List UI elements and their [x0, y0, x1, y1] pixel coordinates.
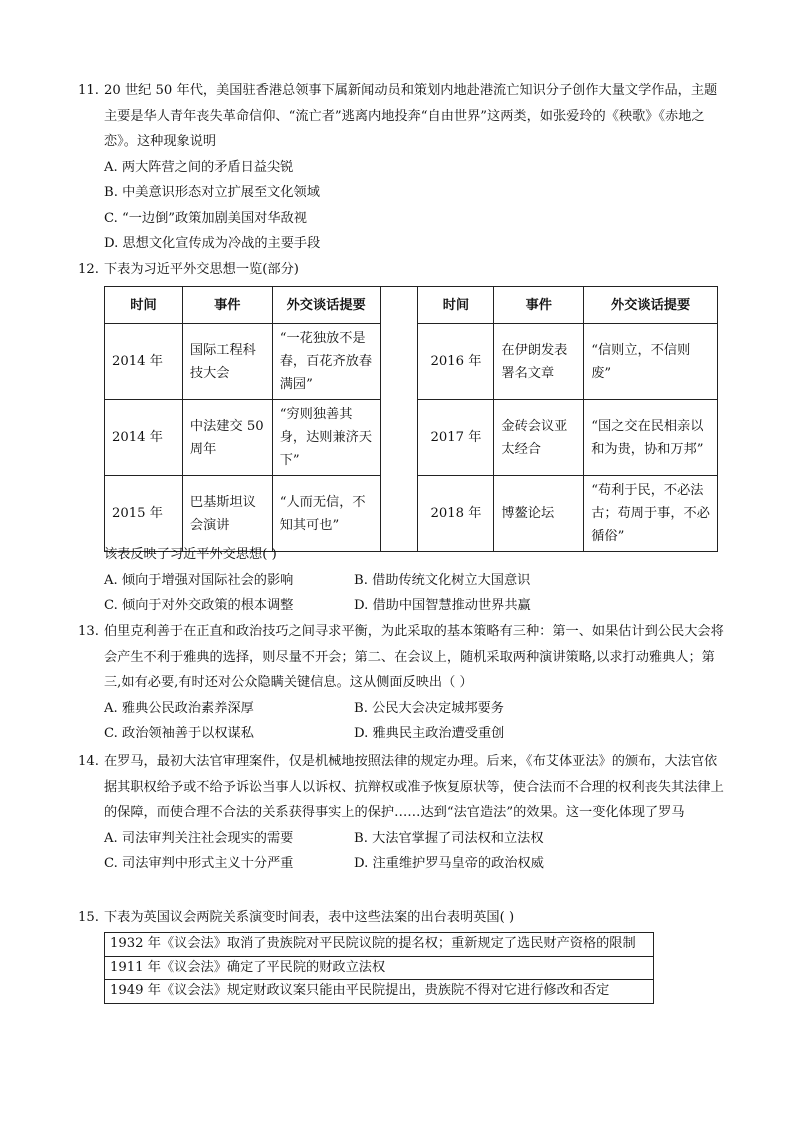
table-row: 1911 年《议会法》确定了平民院的财政立法权: [105, 956, 654, 980]
question-stem: 20 世纪 50 年代，美国驻香港总领事下属新闻动员和策划内地赴港流亡知识分子创作大量文学作品，主题主要是华人青年丧失革命信仰、“流亡者”逃离内地投奔“自由世界”这两类，如张爱玲的《秧歌》《赤地之恋》。这种现象说明: [104, 83, 718, 149]
table-cell: 2014 年: [105, 400, 183, 476]
question-12: [78, 257, 728, 283]
question-number: 13.: [78, 624, 99, 639]
options: [104, 155, 728, 257]
options: [104, 568, 728, 619]
option-c[interactable]: C. 倾向于对外交政策的根本调整: [104, 598, 294, 613]
table-cell: “信则立，不信则废”: [584, 324, 718, 400]
option-d[interactable]: D. 思想文化宣传成为冷战的主要手段: [104, 236, 321, 251]
options: [104, 826, 728, 877]
header-event: 事件: [494, 287, 584, 324]
question-number: 12.: [78, 262, 99, 277]
table-cell: “苟利于民，不必法古；苟周于事，不必循俗”: [584, 476, 718, 552]
question-stem: 在罗马，最初大法官审理案件，仅是机械地按照法律的规定办理。后来，《布艾体亚法》的颁布，大法官依据其职权给予或不给予诉讼当事人以诉权、抗辩权或准予恢复原状等，使合法而不合理的权利丧失其法律上的保障，而使合理不合法的关系获得事实上的保护……达到“法官造法”的效果。这一变化体现了罗马: [104, 754, 724, 820]
question-11: [78, 78, 728, 257]
question-number: 11.: [78, 83, 99, 98]
table-cell: 2015 年: [105, 476, 183, 552]
option-c[interactable]: C. “一边倒”政策加剧美国对华敌视: [104, 210, 307, 226]
table-cell: 2016 年: [418, 324, 494, 400]
question-stem: 下表为英国议会两院关系演变时间表，表中这些法案的出台表明英国( ): [104, 910, 515, 925]
question-number: 14.: [78, 754, 99, 769]
table-cell: 巴基斯坦议会演讲: [182, 476, 272, 552]
table-cell: 中法建交 50 周年: [182, 400, 272, 476]
table-cell: 金砖会议亚太经合: [494, 400, 584, 476]
table-cell: “人而无信，不知其可也”: [272, 476, 380, 552]
diplomacy-table: [104, 286, 718, 552]
options: [104, 696, 728, 747]
question-stem: 下表为习近平外交思想一览(部分): [104, 262, 299, 277]
table-cell: 2017 年: [418, 400, 494, 476]
question-12-options: [78, 542, 728, 619]
table-cell: “穷则独善其身，达则兼济天下”: [272, 400, 380, 476]
table-cell: 国际工程科技大会: [182, 324, 272, 400]
question-14: [78, 749, 728, 877]
table-cell: 博鳌论坛: [494, 476, 584, 552]
option-a[interactable]: A. 两大阵营之间的矛盾日益尖锐: [104, 159, 294, 175]
option-c[interactable]: C. 司法审判中形式主义十分严重: [104, 856, 294, 871]
table-cell: 2018 年: [418, 476, 494, 552]
option-d[interactable]: D. 注重维护罗马皇帝的政治权威: [354, 856, 544, 871]
option-d[interactable]: D. 借助中国智慧推动世界共赢: [354, 598, 531, 613]
option-b[interactable]: B. 大法官掌握了司法权和立法权: [354, 830, 544, 846]
option-b[interactable]: B. 借助传统文化树立大国意识: [354, 572, 531, 588]
table-gap: [380, 287, 418, 552]
question-13: [78, 619, 728, 747]
table-row: 1949 年《议会法》规定财政议案只能由平民院提出，贵族院不得对它进行修改和否定: [105, 980, 654, 1004]
table-cell: 2014 年: [105, 324, 183, 400]
option-b[interactable]: B. 公民大会决定城邦要务: [354, 700, 504, 716]
question-prompt: 该表反映了习近平外交思想( ): [104, 547, 277, 562]
table-cell: “一花独放不是春，百花齐放春满园”: [272, 324, 380, 400]
option-a[interactable]: A. 司法审判关注社会现实的需要: [104, 830, 294, 846]
question-15: [78, 905, 728, 931]
option-a[interactable]: A. 倾向于增强对国际社会的影响: [104, 572, 294, 588]
table-cell: “国之交在民相亲以和为贵，协和万邦”: [584, 400, 718, 476]
header-event: 事件: [182, 287, 272, 324]
option-a[interactable]: A. 雅典公民政治素养深厚: [104, 700, 254, 716]
header-summary: 外交谈话提要: [272, 287, 380, 324]
table-cell: 在伊朗发表署名文章: [494, 324, 584, 400]
option-d[interactable]: D. 雅典民主政治遭受重创: [354, 726, 505, 741]
parliament-acts-table: [104, 932, 654, 1004]
header-time: 时间: [418, 287, 494, 324]
question-stem: 伯里克利善于在正直和政治技巧之间寻求平衡，为此采取的基本策略有三种：第一、如果估计到公民大会将会产生不利于雅典的选择，则尽量不开会；第二、在会议上，随机采取两种演讲策略,以求打动雅典人；第三,如有必要,有时还对公众隐瞒关键信息。这从侧面反映出（ ）: [104, 624, 724, 690]
question-number: 15.: [78, 910, 99, 925]
option-c[interactable]: C. 政治领袖善于以权谋私: [104, 726, 254, 741]
header-summary: 外交谈话提要: [584, 287, 718, 324]
header-time: 时间: [105, 287, 183, 324]
table-row: 1932 年《议会法》取消了贵族院对平民院议院的提名权；重新规定了选民财产资格的限制: [105, 933, 654, 957]
option-b[interactable]: B. 中美意识形态对立扩展至文化领域: [104, 185, 320, 200]
